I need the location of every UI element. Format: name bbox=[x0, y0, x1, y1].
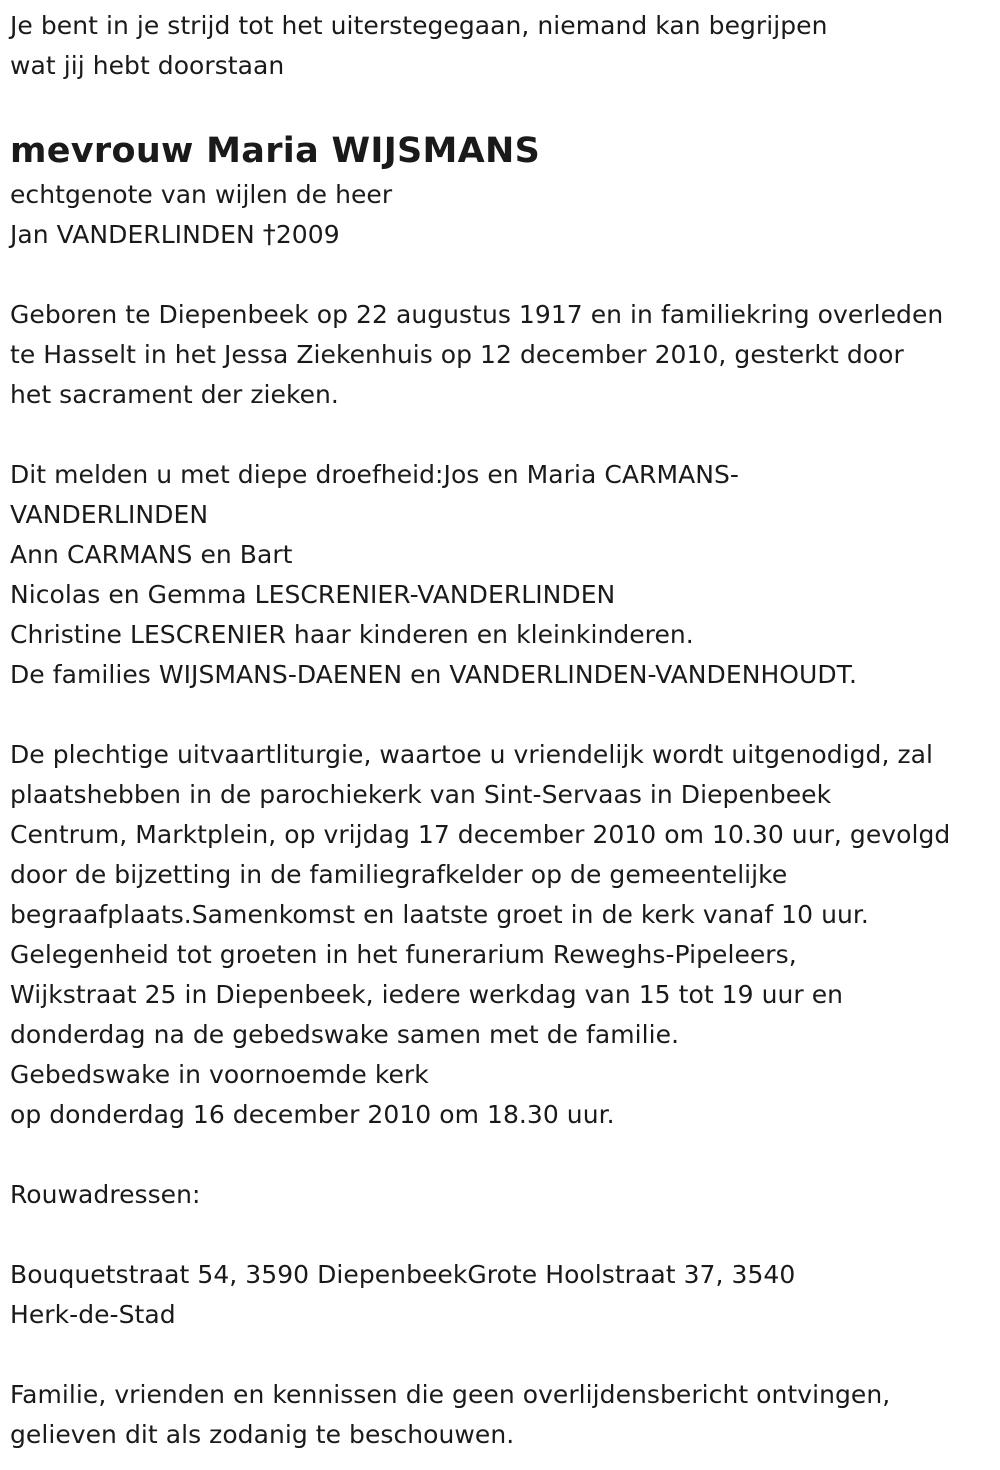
spacer bbox=[10, 1135, 1000, 1175]
address-line: Bouquetstraat 54, 3590 DiepenbeekGrote Hoolstraat 37, 3540 bbox=[10, 1260, 796, 1289]
closing-line: Familie, vrienden en kennissen die geen overlijdensbericht ontvingen, bbox=[10, 1380, 891, 1409]
quote-line: Je bent in je strijd tot het uiterstegegaan, niemand kan begrijpen bbox=[10, 11, 828, 40]
spacer bbox=[10, 1215, 1000, 1255]
funeral-line: De plechtige uitvaartliturgie, waartoe u vriendelijk wordt uitgenodigd, zal bbox=[10, 740, 933, 769]
funeral-block bbox=[10, 735, 1000, 1135]
family-block bbox=[10, 455, 1000, 695]
addresses-label: Rouwadressen: bbox=[10, 1180, 201, 1209]
deceased-name: mevrouw Maria WIJSMANS bbox=[10, 131, 541, 171]
funeral-line: begraafplaats.Samenkomst en laatste groet in de kerk vanaf 10 uur. bbox=[10, 900, 869, 929]
cross-icon: † bbox=[262, 220, 276, 250]
quote-line: wat jij hebt doorstaan bbox=[10, 51, 285, 80]
family-line: Christine LESCRENIER haar kinderen en kleinkinderen. bbox=[10, 620, 694, 649]
text-line: Geboren te Diepenbeek op 22 augustus 1917 en in familiekring overleden bbox=[10, 300, 944, 329]
family-line: De families WIJSMANS-DAENEN en VANDERLINDEN-VANDENHOUDT. bbox=[10, 660, 858, 689]
closing-line: gelieven dit als zodanig te beschouwen. bbox=[10, 1420, 515, 1449]
spouse-name: Jan VANDERLINDEN bbox=[10, 220, 255, 249]
family-line: Dit melden u met diepe droefheid:Jos en Maria CARMANS- bbox=[10, 460, 739, 489]
address-line: Herk-de-Stad bbox=[10, 1300, 176, 1329]
family-line: Ann CARMANS en Bart bbox=[10, 540, 293, 569]
family-line: Nicolas en Gemma LESCRENIER-VANDERLINDEN bbox=[10, 580, 616, 609]
spacer bbox=[10, 86, 1000, 126]
text-line: te Hasselt in het Jessa Ziekenhuis op 12 december 2010, gesterkt door bbox=[10, 340, 904, 369]
spouse-death-year: 2009 bbox=[275, 220, 340, 249]
spouse-intro: echtgenote van wijlen de heer bbox=[10, 180, 393, 209]
spouse-block bbox=[10, 175, 1000, 255]
funeral-line: Wijkstraat 25 in Diepenbeek, iedere werkdag van 15 tot 19 uur en bbox=[10, 980, 844, 1009]
funeral-line: plaatshebben in de parochiekerk van Sint-Servaas in Diepenbeek bbox=[10, 780, 832, 809]
spacer bbox=[10, 255, 1000, 295]
funeral-line: op donderdag 16 december 2010 om 18.30 uur. bbox=[10, 1100, 615, 1129]
spacer bbox=[10, 1335, 1000, 1375]
funeral-line: door de bijzetting in de familiegrafkelder op de gemeentelijke bbox=[10, 860, 788, 889]
spacer bbox=[10, 415, 1000, 455]
funeral-line: donderdag na de gebedswake samen met de familie. bbox=[10, 1020, 680, 1049]
addresses-block bbox=[10, 1255, 1000, 1335]
quote-block bbox=[10, 6, 1000, 86]
text-line: het sacrament der zieken. bbox=[10, 380, 339, 409]
funeral-line: Centrum, Marktplein, op vrijdag 17 december 2010 om 10.30 uur, gevolgd bbox=[10, 820, 951, 849]
spouse-line bbox=[10, 215, 1000, 255]
closing-block bbox=[10, 1375, 1000, 1455]
family-line: VANDERLINDEN bbox=[10, 500, 209, 529]
funeral-line: Gelegenheid tot groeten in het funerarium Reweghs-Pipeleers, bbox=[10, 940, 797, 969]
birth-death-block bbox=[10, 295, 1000, 415]
funeral-line: Gebedswake in voornoemde kerk bbox=[10, 1060, 429, 1089]
spacer bbox=[10, 695, 1000, 735]
